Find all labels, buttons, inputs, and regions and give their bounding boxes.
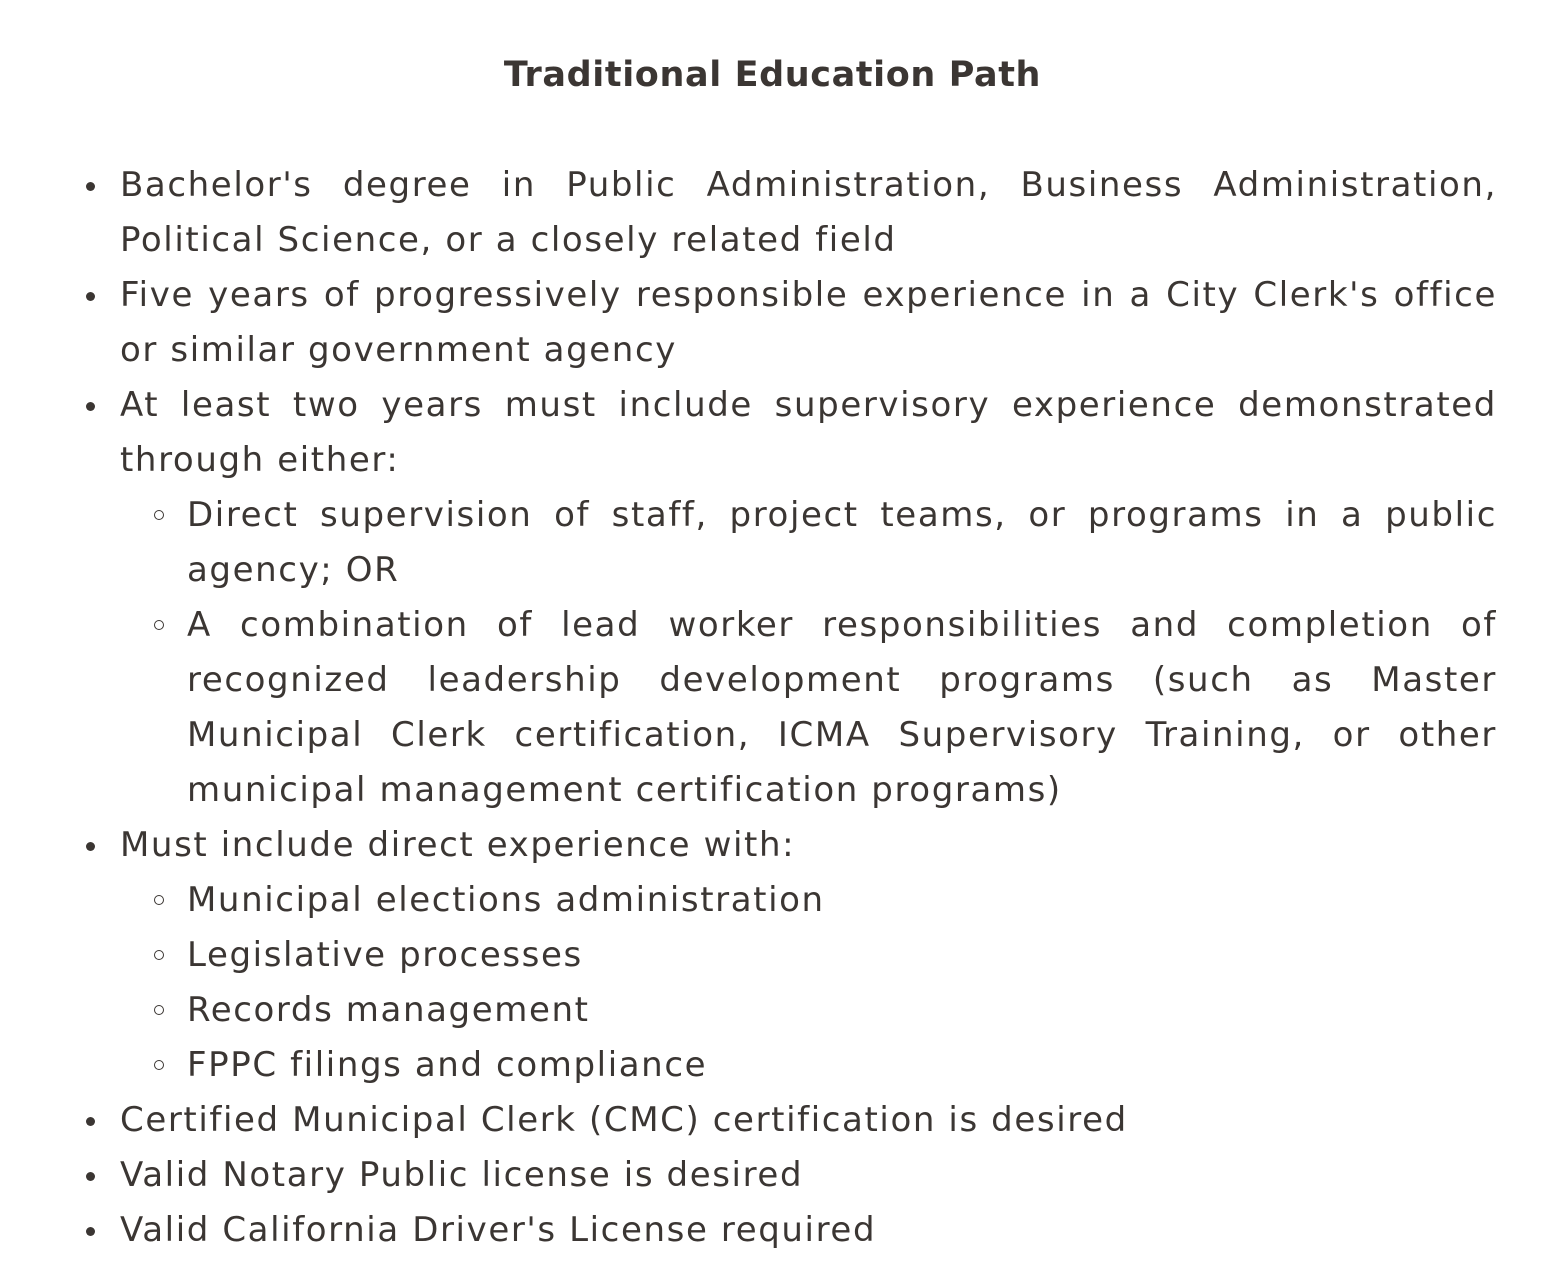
bullet-icon bbox=[86, 1172, 95, 1181]
sub-list-item-text: Legislative processes bbox=[187, 935, 583, 975]
bullet-icon bbox=[86, 292, 95, 301]
list-item-text: Must include direct experience with: bbox=[120, 825, 796, 865]
sub-list-item bbox=[120, 873, 1497, 928]
sub-list-item-text: Records management bbox=[187, 990, 590, 1030]
bullet-icon bbox=[86, 1227, 95, 1236]
list-item bbox=[0, 1203, 1545, 1258]
sub-list-item bbox=[120, 488, 1497, 598]
sub-list-item bbox=[120, 983, 1497, 1038]
list-item-text: At least two years must include supervisory experience demonstrated through either: bbox=[120, 385, 1497, 480]
bullet-icon bbox=[86, 182, 95, 191]
list-item-text: Bachelor's degree in Public Administration, Business Administration, Political Science, or a closely related field bbox=[120, 165, 1497, 260]
list-item-text: Five years of progressively responsible experience in a City Clerk's office or similar government agency bbox=[120, 275, 1497, 370]
list-item-text: Certified Municipal Clerk (CMC) certification is desired bbox=[120, 1100, 1128, 1140]
sub-list bbox=[120, 488, 1497, 818]
requirements-list bbox=[0, 158, 1545, 1258]
bullet-icon bbox=[86, 402, 95, 411]
circle-bullet-icon bbox=[154, 620, 164, 630]
title-container bbox=[0, 0, 1545, 112]
list-item bbox=[0, 268, 1545, 378]
sub-list bbox=[120, 873, 1497, 1093]
list-item bbox=[0, 1148, 1545, 1203]
sub-list-item bbox=[120, 928, 1497, 983]
bullet-icon bbox=[86, 842, 95, 851]
list-item bbox=[0, 1093, 1545, 1148]
sub-list-item bbox=[120, 598, 1497, 818]
sub-list-item-text: FPPC filings and compliance bbox=[187, 1045, 708, 1085]
circle-bullet-icon bbox=[154, 510, 164, 520]
sub-list-item bbox=[120, 1038, 1497, 1093]
list-item bbox=[0, 158, 1545, 268]
sub-list-item-text: A combination of lead worker responsibilities and completion of recognized leadership development programs (such as Master Municipal Clerk certification, ICMA Supervisory Training, or other municipal management certification programs) bbox=[187, 605, 1497, 810]
list-item-text: Valid California Driver's License required bbox=[120, 1210, 877, 1250]
sub-list-item-text: Direct supervision of staff, project teams, or programs in a public agency; OR bbox=[187, 495, 1497, 590]
list-item-text: Valid Notary Public license is desired bbox=[120, 1155, 804, 1195]
circle-bullet-icon bbox=[154, 1005, 164, 1015]
bullet-icon bbox=[86, 1117, 95, 1126]
list-item bbox=[0, 378, 1545, 818]
page-title: Traditional Education Path bbox=[503, 55, 1042, 95]
list-item bbox=[0, 818, 1545, 1093]
circle-bullet-icon bbox=[154, 895, 164, 905]
circle-bullet-icon bbox=[154, 1060, 164, 1070]
sub-list-item-text: Municipal elections administration bbox=[187, 880, 825, 920]
circle-bullet-icon bbox=[154, 950, 164, 960]
